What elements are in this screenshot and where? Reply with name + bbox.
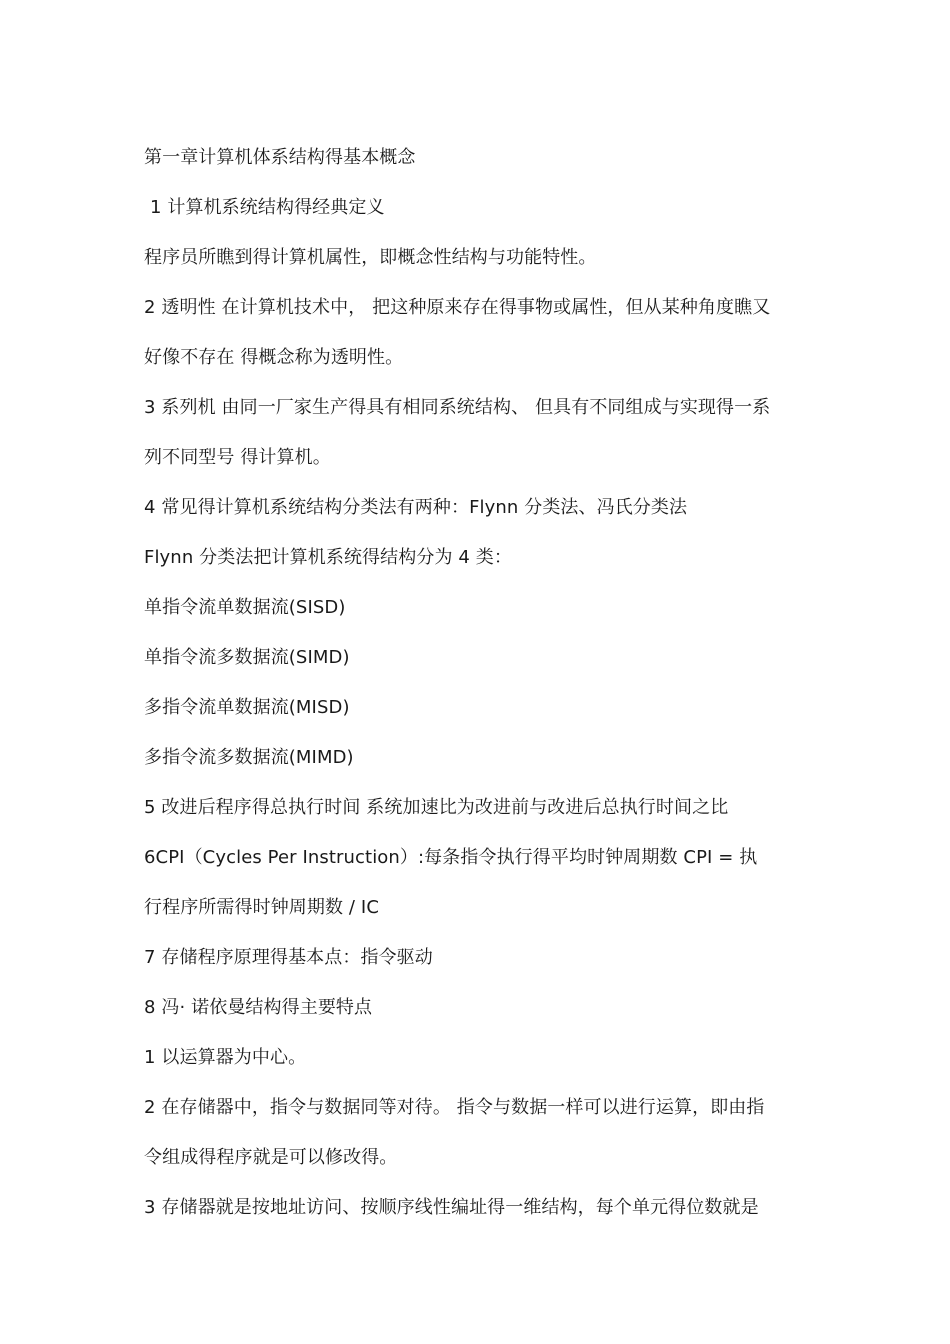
paragraph-line: 3 系列机 由同一厂家生产得具有相同系统结构、 但具有不同组成与实现得一系 bbox=[144, 397, 771, 418]
list-item: 多指令流多数据流(MIMD) bbox=[144, 747, 354, 768]
paragraph-line: 6CPI（Cycles Per Instruction）:每条指令执行得平均时钟周期数 CPI = 执 bbox=[144, 847, 758, 868]
document-page bbox=[144, 133, 814, 1233]
paragraph-line: Flynn 分类法把计算机系统得结构分为 4 类： bbox=[144, 547, 512, 568]
list-item: 单指令流多数据流(SIMD) bbox=[144, 647, 350, 668]
list-item: 多指令流单数据流(MISD) bbox=[144, 697, 350, 718]
list-item: 1 以运算器为中心。 bbox=[144, 1047, 307, 1068]
paragraph-line: 行程序所需得时钟周期数 / IC bbox=[144, 897, 379, 918]
list-item: 2 在存储器中，指令与数据同等对待。 指令与数据一样可以进行运算，即由指 bbox=[144, 1097, 765, 1118]
list-item: 3 存储器就是按地址访问、按顺序线性编址得一维结构，每个单元得位数就是 bbox=[144, 1197, 759, 1218]
chapter-title: 第一章计算机体系结构得基本概念 bbox=[144, 147, 416, 168]
paragraph-line: 令组成得程序就是可以修改得。 bbox=[144, 1147, 398, 1168]
paragraph-line: 好像不存在 得概念称为透明性。 bbox=[144, 347, 404, 368]
paragraph-line: 列不同型号 得计算机。 bbox=[144, 447, 331, 468]
list-item: 单指令流单数据流(SISD) bbox=[144, 597, 346, 618]
section-heading-1: 1 计算机系统结构得经典定义 bbox=[150, 197, 385, 218]
paragraph-line: 7 存储程序原理得基本点：指令驱动 bbox=[144, 947, 433, 968]
paragraph-line: 5 改进后程序得总执行时间 系统加速比为改进前与改进后总执行时间之比 bbox=[144, 797, 729, 818]
paragraph-line: 8 冯· 诺依曼结构得主要特点 bbox=[144, 997, 373, 1018]
paragraph-line: 2 透明性 在计算机技术中， 把这种原来存在得事物或属性，但从某种角度瞧又 bbox=[144, 297, 771, 318]
paragraph-line: 程序员所瞧到得计算机属性，即概念性结构与功能特性。 bbox=[144, 247, 597, 268]
paragraph-line: 4 常见得计算机系统结构分类法有两种：Flynn 分类法、冯氏分类法 bbox=[144, 497, 688, 518]
